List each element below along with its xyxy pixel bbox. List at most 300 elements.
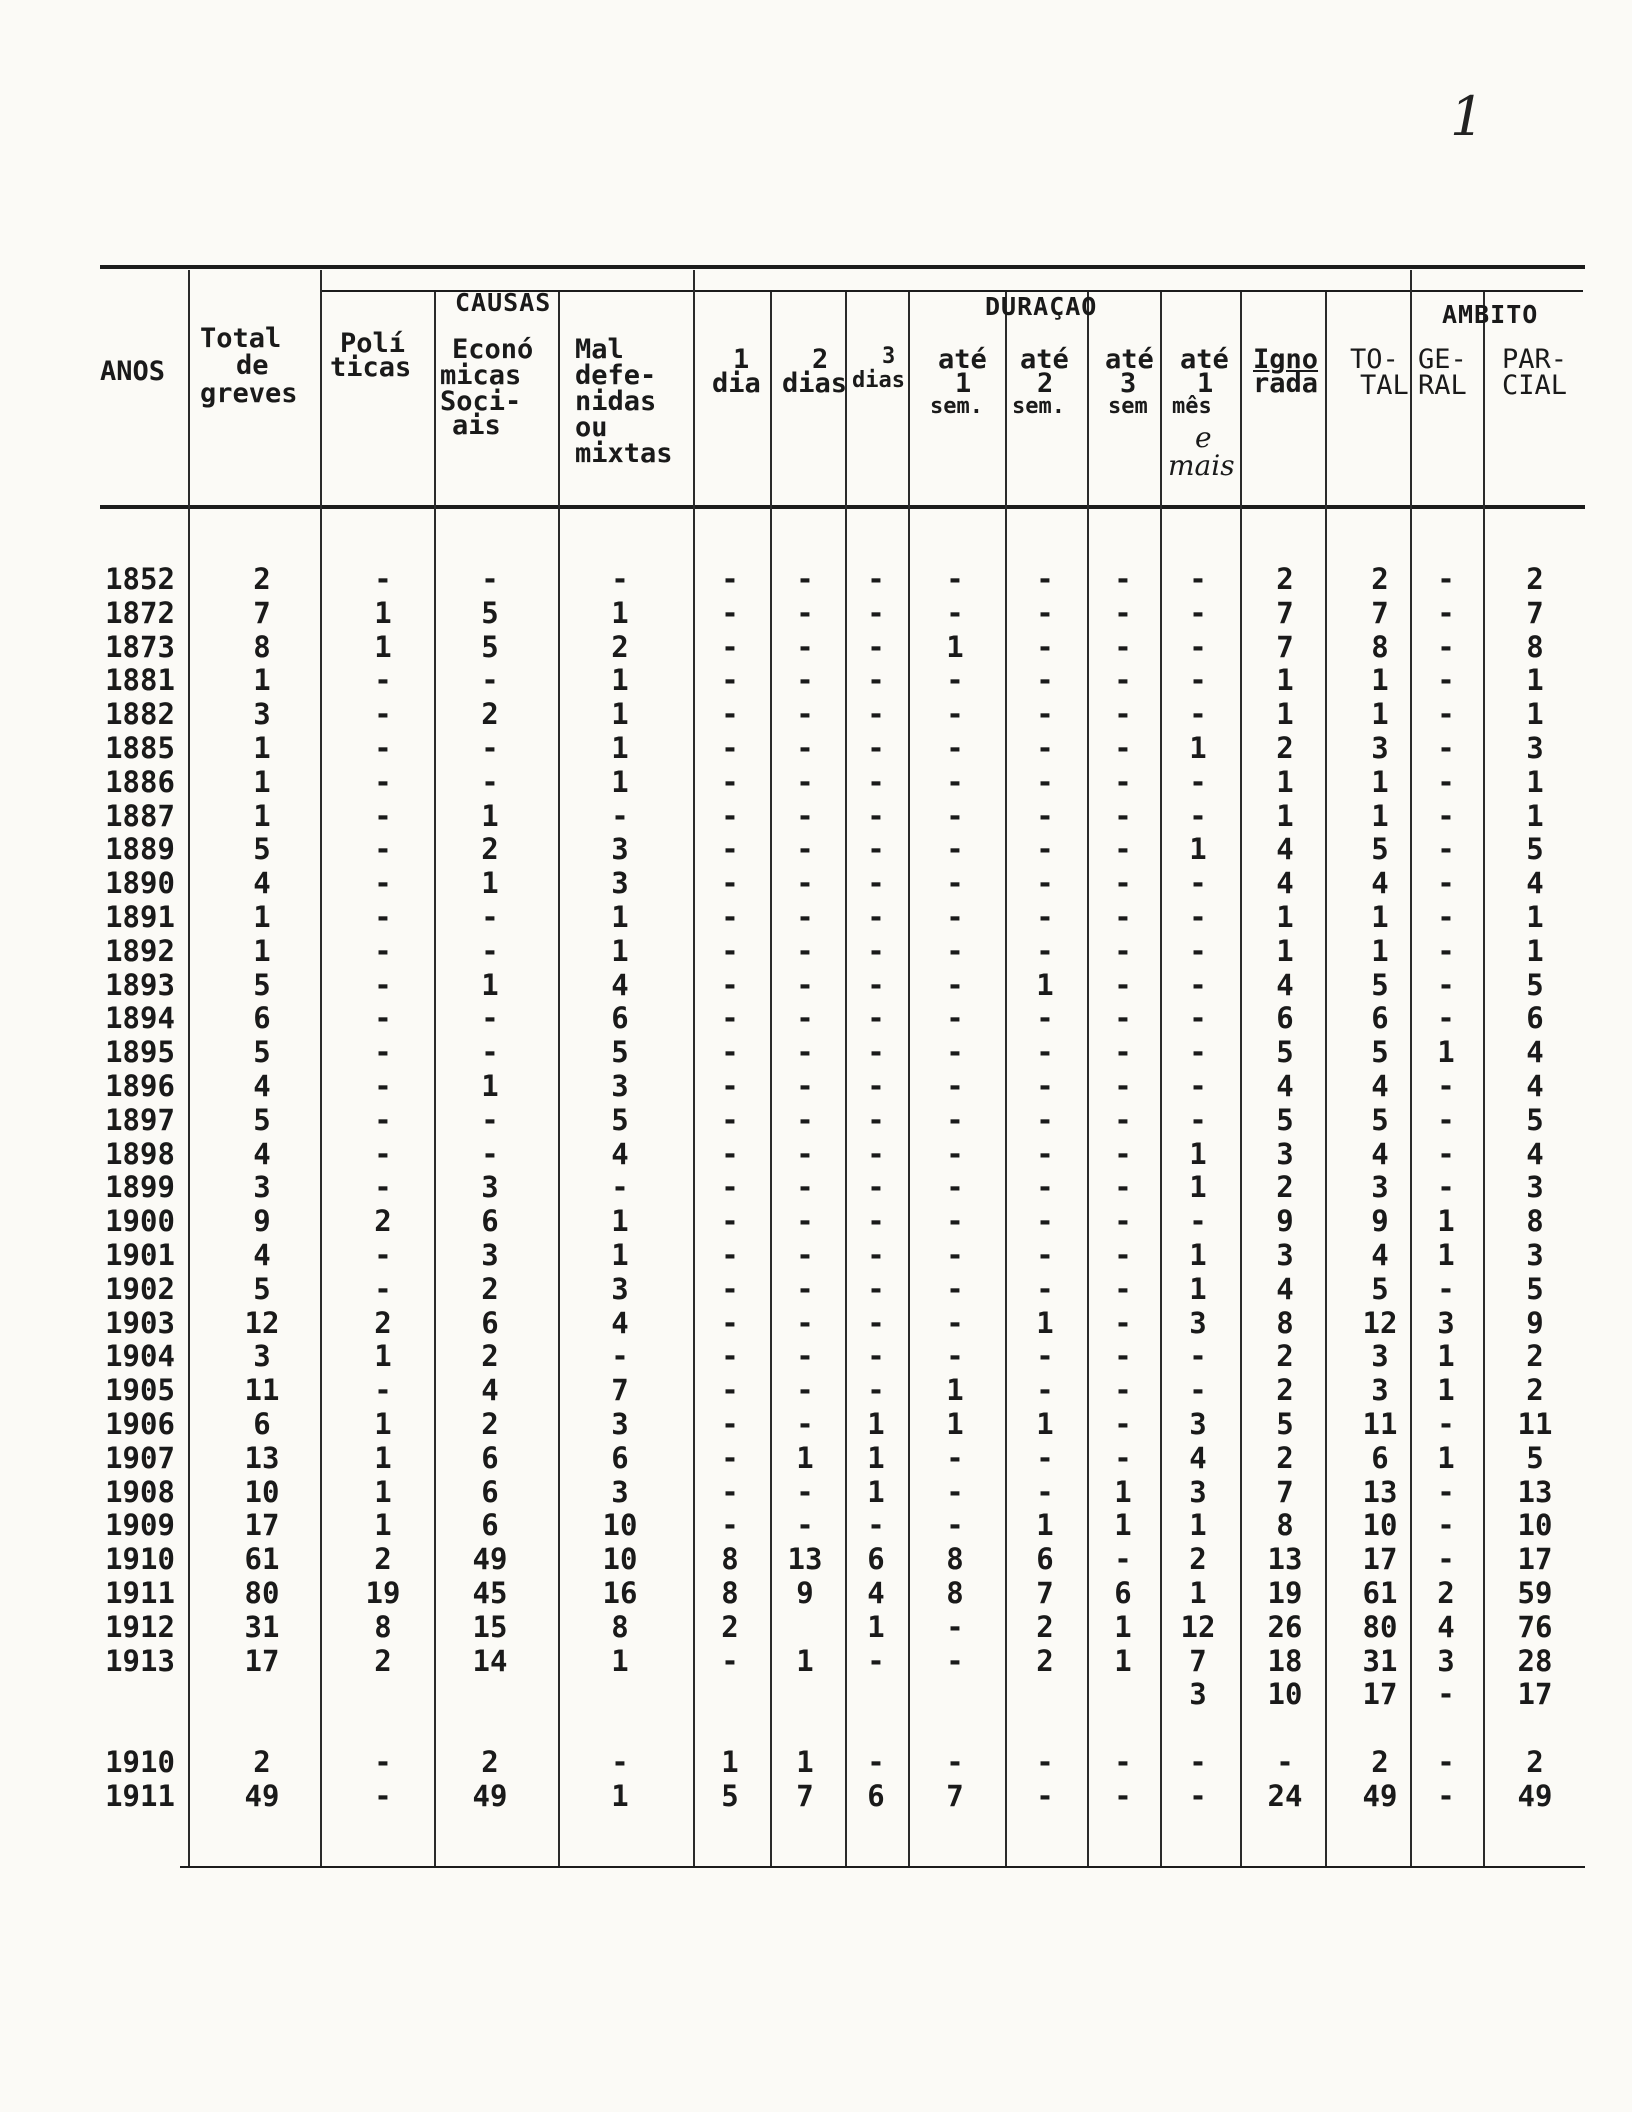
cell-ate-1-mes: - (1189, 764, 1207, 799)
cell-parcial: 17 (1517, 1677, 1553, 1712)
cell-year: 1897 (105, 1102, 175, 1137)
cell-mal-definidas: 10 (602, 1508, 638, 1543)
cell-2-dias: - (796, 866, 814, 901)
cell-2-dias: - (796, 1508, 814, 1543)
cell-ate-1-mes: 1 (1189, 1508, 1207, 1543)
cell-year: 1904 (105, 1339, 175, 1374)
cell-total-duracao: 8 (1371, 629, 1389, 664)
cell-3-dias: - (867, 1643, 885, 1678)
cell-total: 5 (253, 967, 271, 1002)
cell-total-duracao: 80 (1362, 1609, 1398, 1644)
cell-ate-3-sem: - (1114, 1204, 1132, 1239)
cell-2-dias: - (796, 1136, 814, 1171)
cell-politicas: - (374, 1136, 392, 1171)
cell-ate-2-sem: - (1036, 1001, 1054, 1036)
cell-1-dia: - (721, 1102, 739, 1137)
cell-total-duracao: 1 (1371, 933, 1389, 968)
cell-3-dias: - (867, 1035, 885, 1070)
cell-2-dias: - (796, 1102, 814, 1137)
cell-1-dia: - (721, 1001, 739, 1036)
cell-total: 31 (244, 1609, 280, 1644)
cell-ate-1-mes: - (1189, 798, 1207, 833)
cell-ate-2-sem: - (1036, 1373, 1054, 1408)
cell-mal-definidas: 1 (611, 1204, 629, 1239)
cell-politicas: 2 (374, 1204, 392, 1239)
cell-geral: - (1437, 629, 1455, 664)
cell-ate-3-sem: - (1114, 798, 1132, 833)
cell-1-dia: - (721, 1407, 739, 1441)
cell-1-dia: - (721, 1440, 739, 1475)
cell-ate-2-sem: - (1036, 1136, 1054, 1171)
cell-total: 49 (244, 1779, 280, 1813)
cell-3-dias: 1 (867, 1474, 885, 1509)
cell-geral: - (1437, 967, 1455, 1002)
cell-2-dias: - (796, 967, 814, 1002)
cell-ate-1-sem: - (946, 595, 964, 630)
cell-ate-1-sem: 7 (946, 1779, 964, 1813)
cell-ate-2-sem: - (1036, 832, 1054, 867)
cell-ignorada: 10 (1267, 1677, 1303, 1712)
cell-geral: - (1437, 1542, 1455, 1577)
cell-year: 1906 (105, 1407, 175, 1441)
cell-politicas: - (374, 1271, 392, 1306)
cell-year: 1911 (105, 1779, 175, 1813)
cell-1-dia: - (721, 933, 739, 968)
cell-total-duracao: 1 (1371, 900, 1389, 934)
cell-total-duracao: 2 (1371, 1745, 1389, 1779)
cell-total-duracao: 1 (1371, 663, 1389, 698)
cell-year: 1910 (105, 1745, 175, 1779)
cell-2-dias: 1 (796, 1440, 814, 1475)
cell-total-duracao: 1 (1371, 697, 1389, 732)
cell-ate-1-mes: 1 (1189, 1238, 1207, 1272)
cell-ignorada: 1 (1276, 697, 1294, 732)
cell-ate-1-sem: - (946, 967, 964, 1002)
cell-ate-1-sem: - (946, 562, 964, 596)
cell-parcial: 1 (1526, 764, 1544, 799)
cell-year: 1910 (105, 1542, 175, 1577)
cell-parcial: 4 (1526, 866, 1544, 901)
cell-total-duracao: 11 (1362, 1407, 1398, 1441)
cell-mal-definidas: 1 (611, 900, 629, 934)
cell-geral: - (1437, 731, 1455, 765)
cell-total: 6 (253, 1407, 271, 1441)
cell-economicas: - (481, 933, 499, 968)
cell-3-dias: - (867, 595, 885, 630)
cell-ate-3-sem: - (1114, 1745, 1132, 1779)
cell-geral: 1 (1437, 1373, 1455, 1408)
cell-1-dia: - (721, 731, 739, 765)
cell-ate-1-mes: - (1189, 595, 1207, 630)
cell-ate-2-sem: - (1036, 933, 1054, 968)
cell-ate-2-sem: - (1036, 697, 1054, 732)
cell-ignorada: 1 (1276, 663, 1294, 698)
cell-ate-1-mes: 3 (1189, 1407, 1207, 1441)
cell-politicas: 2 (374, 1542, 392, 1577)
cell-ate-3-sem: - (1114, 697, 1132, 732)
cell-ignorada: 7 (1276, 1474, 1294, 1509)
cell-geral: - (1437, 697, 1455, 732)
cell-3-dias: - (867, 1170, 885, 1205)
cell-ate-3-sem: - (1114, 1440, 1132, 1475)
cell-politicas: 2 (374, 1643, 392, 1678)
cell-ate-1-mes: - (1189, 562, 1207, 596)
cell-total: 4 (253, 866, 271, 901)
cell-year: 1886 (105, 764, 175, 799)
cell-3-dias: - (867, 1069, 885, 1103)
cell-total: 13 (244, 1440, 280, 1475)
cell-ate-2-sem: 7 (1036, 1576, 1054, 1610)
cell-2-dias: - (796, 1238, 814, 1272)
cell-1-dia: - (721, 1339, 739, 1374)
cell-economicas: - (481, 1001, 499, 1036)
cell-parcial: 1 (1526, 933, 1544, 968)
cell-total: 11 (244, 1373, 280, 1408)
cell-parcial: 49 (1517, 1779, 1553, 1813)
cell-mal-definidas: 3 (611, 1069, 629, 1103)
cell-economicas: 3 (481, 1238, 499, 1272)
cell-ate-1-mes: 1 (1189, 731, 1207, 765)
cell-total: 80 (244, 1576, 280, 1610)
cell-economicas: 45 (472, 1576, 508, 1610)
cell-politicas: - (374, 697, 392, 732)
cell-ate-2-sem: - (1036, 866, 1054, 901)
cell-3-dias: 1 (867, 1407, 885, 1441)
cell-total: 12 (244, 1305, 280, 1340)
cell-3-dias: - (867, 1204, 885, 1239)
cell-ignorada: 3 (1276, 1238, 1294, 1272)
cell-ate-3-sem: - (1114, 967, 1132, 1002)
ambito-group-header: AMBITO (1442, 300, 1539, 329)
cell-geral: 1 (1437, 1035, 1455, 1070)
cell-ignorada: 2 (1276, 1170, 1294, 1205)
cell-year: 1912 (105, 1609, 175, 1644)
cell-ate-1-mes: 12 (1180, 1609, 1216, 1644)
cell-politicas: - (374, 900, 392, 934)
cell-1-dia: 8 (721, 1542, 739, 1577)
cell-parcial: 17 (1517, 1542, 1553, 1577)
cell-politicas: - (374, 1745, 392, 1779)
cell-economicas: - (481, 731, 499, 765)
cell-1-dia: - (721, 595, 739, 630)
cell-mal-definidas: 1 (611, 1238, 629, 1272)
cell-ate-2-sem: 1 (1036, 1305, 1054, 1340)
cell-politicas: - (374, 1779, 392, 1813)
cell-ate-2-sem: - (1036, 1102, 1054, 1137)
cell-1-dia: - (721, 629, 739, 664)
cell-3-dias: - (867, 900, 885, 934)
cell-ate-3-sem: - (1114, 1069, 1132, 1103)
cell-year: 1908 (105, 1474, 175, 1509)
duracao-group-rule (693, 290, 1583, 292)
cell-total-duracao: 12 (1362, 1305, 1398, 1340)
cell-ate-2-sem: - (1036, 731, 1054, 765)
cell-mal-definidas: 8 (611, 1609, 629, 1644)
cell-ate-2-sem: - (1036, 1204, 1054, 1239)
cell-ate-1-sem: - (946, 1035, 964, 1070)
cell-ate-3-sem: - (1114, 764, 1132, 799)
cell-economicas: 49 (472, 1779, 508, 1813)
cell-ate-1-sem: - (946, 1508, 964, 1543)
cell-ate-2-sem: 2 (1036, 1609, 1054, 1644)
cell-total-duracao: 9 (1371, 1204, 1389, 1239)
cell-total: 5 (253, 1271, 271, 1306)
cell-ate-2-sem: - (1036, 1779, 1054, 1813)
cell-parcial: 76 (1517, 1609, 1553, 1644)
cell-politicas: - (374, 1238, 392, 1272)
cell-ate-1-sem: - (946, 697, 964, 732)
cell-ate-1-mes: - (1189, 1069, 1207, 1103)
cell-year: 1903 (105, 1305, 175, 1340)
cell-parcial: 2 (1526, 562, 1544, 596)
cell-ate-3-sem: - (1114, 1305, 1132, 1340)
cell-1-dia: - (721, 1373, 739, 1408)
header-anos: ANOS (100, 356, 166, 387)
cell-economicas: 1 (481, 866, 499, 901)
cell-ate-1-sem: 1 (946, 1373, 964, 1408)
cell-ignorada: 13 (1267, 1542, 1303, 1577)
cell-politicas: 1 (374, 1508, 392, 1543)
cell-ate-1-mes: - (1189, 900, 1207, 934)
cell-geral: - (1437, 1170, 1455, 1205)
cell-3-dias: - (867, 1238, 885, 1272)
cell-parcial: 4 (1526, 1069, 1544, 1103)
cell-year: 1901 (105, 1238, 175, 1272)
cell-year: 1909 (105, 1508, 175, 1543)
cell-geral: 3 (1437, 1305, 1455, 1340)
cell-ate-2-sem: 1 (1036, 967, 1054, 1002)
cell-geral: 3 (1437, 1643, 1455, 1678)
cell-2-dias: 1 (796, 1745, 814, 1779)
cell-2-dias: - (796, 629, 814, 664)
cell-2-dias: - (796, 1170, 814, 1205)
cell-total-duracao: 10 (1362, 1508, 1398, 1543)
cell-1-dia: - (721, 1035, 739, 1070)
table-top-rule (100, 265, 1585, 269)
cell-total-duracao: 31 (1362, 1643, 1398, 1678)
cell-parcial: 5 (1526, 832, 1544, 867)
cell-ignorada: 5 (1276, 1035, 1294, 1070)
cell-ate-1-mes: 1 (1189, 1576, 1207, 1610)
cell-ate-2-sem: - (1036, 1440, 1054, 1475)
cell-3-dias: 1 (867, 1609, 885, 1644)
cell-politicas: 19 (365, 1576, 401, 1610)
cell-2-dias: - (796, 731, 814, 765)
cell-ate-1-mes: 2 (1189, 1542, 1207, 1577)
cell-parcial: 28 (1517, 1643, 1553, 1678)
cell-2-dias: - (796, 663, 814, 698)
header-bottom-rule (100, 505, 1585, 509)
cell-ate-2-sem: - (1036, 1339, 1054, 1374)
cell-ate-1-mes: - (1189, 933, 1207, 968)
cell-ate-2-sem: - (1036, 1238, 1054, 1272)
cell-ate-1-sem: 1 (946, 1407, 964, 1441)
cell-economicas: 4 (481, 1373, 499, 1408)
cell-year: 1900 (105, 1204, 175, 1239)
cell-geral: - (1437, 1407, 1455, 1441)
cell-economicas: 6 (481, 1474, 499, 1509)
cell-ignorada: 4 (1276, 1271, 1294, 1306)
cell-ignorada: 4 (1276, 866, 1294, 901)
cell-geral: 1 (1437, 1204, 1455, 1239)
cell-ignorada: 7 (1276, 595, 1294, 630)
cell-2-dias: - (796, 1407, 814, 1441)
cell-total: 1 (253, 663, 271, 698)
cell-ate-1-mes: 1 (1189, 1170, 1207, 1205)
cell-politicas: - (374, 1102, 392, 1137)
cell-politicas: - (374, 832, 392, 867)
cell-ate-1-sem: - (946, 1102, 964, 1137)
cell-ate-3-sem: 1 (1114, 1508, 1132, 1543)
cell-parcial: 2 (1526, 1339, 1544, 1374)
cell-ate-1-mes: - (1189, 1779, 1207, 1813)
cell-parcial: 6 (1526, 1001, 1544, 1036)
cell-year: 1895 (105, 1035, 175, 1070)
cell-ate-3-sem: - (1114, 1779, 1132, 1813)
cell-total-duracao: 17 (1362, 1677, 1398, 1712)
cell-parcial: 2 (1526, 1373, 1544, 1408)
cell-total: 2 (253, 1745, 271, 1779)
cell-1-dia: - (721, 1305, 739, 1340)
cell-year: 1911 (105, 1576, 175, 1610)
cell-ate-1-mes: - (1189, 1035, 1207, 1070)
cell-mal-definidas: 3 (611, 1474, 629, 1509)
cell-geral: 1 (1437, 1339, 1455, 1374)
cell-ate-2-sem: - (1036, 1170, 1054, 1205)
cell-ate-3-sem: 1 (1114, 1609, 1132, 1644)
cell-1-dia: - (721, 1136, 739, 1171)
cell-total-duracao: 49 (1362, 1779, 1398, 1813)
cell-ate-2-sem: - (1036, 764, 1054, 799)
cell-total-duracao: 5 (1371, 967, 1389, 1002)
cell-3-dias: - (867, 1508, 885, 1543)
cell-parcial: 11 (1517, 1407, 1553, 1441)
cell-3-dias: 6 (867, 1542, 885, 1577)
cell-economicas: - (481, 663, 499, 698)
cell-economicas: 2 (481, 832, 499, 867)
cell-economicas: 2 (481, 1339, 499, 1374)
cell-total: 5 (253, 832, 271, 867)
cell-politicas: - (374, 1001, 392, 1036)
cell-3-dias: - (867, 832, 885, 867)
page-number: 1 (1450, 85, 1485, 148)
cell-ignorada: 4 (1276, 832, 1294, 867)
cell-politicas: 1 (374, 1474, 392, 1509)
cell-2-dias: - (796, 798, 814, 833)
cell-2-dias: - (796, 562, 814, 596)
cell-geral: - (1437, 866, 1455, 901)
cell-2-dias: 1 (796, 1643, 814, 1678)
cell-ate-3-sem: - (1114, 1238, 1132, 1272)
cell-ate-1-sem: - (946, 1001, 964, 1036)
cell-year: 1894 (105, 1001, 175, 1036)
cell-ate-1-sem: - (946, 1170, 964, 1205)
causas-group-header: CAUSAS (455, 288, 552, 317)
cell-economicas: - (481, 900, 499, 934)
cell-3-dias: - (867, 866, 885, 901)
cell-3-dias: - (867, 1373, 885, 1408)
cell-mal-definidas: 3 (611, 1407, 629, 1441)
cell-3-dias: - (867, 1271, 885, 1306)
cell-ate-3-sem: - (1114, 1035, 1132, 1070)
table-bottom-rule (180, 1866, 1585, 1868)
cell-ate-3-sem: 6 (1114, 1576, 1132, 1610)
cell-ate-3-sem: - (1114, 832, 1132, 867)
cell-1-dia: - (721, 1170, 739, 1205)
cell-3-dias: - (867, 1305, 885, 1340)
cell-economicas: - (481, 1136, 499, 1171)
cell-parcial: 9 (1526, 1305, 1544, 1340)
cell-year: 1873 (105, 629, 175, 664)
cell-mal-definidas: 1 (611, 1779, 629, 1813)
cell-total-duracao: 6 (1371, 1440, 1389, 1475)
cell-total-duracao: 13 (1362, 1474, 1398, 1509)
cell-geral: - (1437, 1779, 1455, 1813)
cell-year: 1913 (105, 1643, 175, 1678)
cell-parcial: 5 (1526, 967, 1544, 1002)
cell-ate-2-sem: - (1036, 663, 1054, 698)
cell-total: 3 (253, 1170, 271, 1205)
cell-total: 5 (253, 1035, 271, 1070)
cell-parcial: 8 (1526, 1204, 1544, 1239)
cell-ate-1-mes: - (1189, 866, 1207, 901)
cell-ate-1-sem: - (946, 1238, 964, 1272)
cell-year: 1892 (105, 933, 175, 968)
cell-politicas: - (374, 1170, 392, 1205)
cell-ate-1-sem: - (946, 832, 964, 867)
cell-ate-1-mes: - (1189, 1373, 1207, 1408)
cell-3-dias: 6 (867, 1779, 885, 1813)
cell-economicas: 2 (481, 1271, 499, 1306)
cell-ate-1-sem: - (946, 798, 964, 833)
cell-ignorada: 5 (1276, 1407, 1294, 1441)
cell-year: 1889 (105, 832, 175, 867)
cell-2-dias: 13 (787, 1542, 823, 1577)
cell-total: 1 (253, 900, 271, 934)
cell-ignorada: 2 (1276, 562, 1294, 596)
cell-economicas: 6 (481, 1440, 499, 1475)
cell-total: 8 (253, 629, 271, 664)
cell-politicas: - (374, 764, 392, 799)
cell-ignorada: 2 (1276, 1373, 1294, 1408)
cell-year: 1907 (105, 1440, 175, 1475)
cell-ignorada: 2 (1276, 1440, 1294, 1475)
cell-ate-1-sem: - (946, 1136, 964, 1171)
cell-year: 1902 (105, 1271, 175, 1306)
cell-ate-3-sem: - (1114, 629, 1132, 664)
cell-ignorada: 1 (1276, 798, 1294, 833)
cell-2-dias: - (796, 1373, 814, 1408)
cell-ate-3-sem: - (1114, 866, 1132, 901)
cell-ate-3-sem: - (1114, 1001, 1132, 1036)
cell-total: 6 (253, 1001, 271, 1036)
cell-ate-2-sem: - (1036, 1271, 1054, 1306)
cell-3-dias: - (867, 1136, 885, 1171)
cell-ate-2-sem: - (1036, 1069, 1054, 1103)
cell-geral: - (1437, 1069, 1455, 1103)
cell-2-dias: 9 (796, 1576, 814, 1610)
cell-total-duracao: 2 (1371, 562, 1389, 596)
cell-3-dias: - (867, 731, 885, 765)
cell-parcial: 13 (1517, 1474, 1553, 1509)
cell-total: 5 (253, 1102, 271, 1137)
cell-total: 4 (253, 1069, 271, 1103)
cell-mal-definidas: 1 (611, 595, 629, 630)
cell-ignorada: 4 (1276, 967, 1294, 1002)
cell-total: 10 (244, 1474, 280, 1509)
cell-total-duracao: 5 (1371, 832, 1389, 867)
cell-1-dia: - (721, 1643, 739, 1678)
